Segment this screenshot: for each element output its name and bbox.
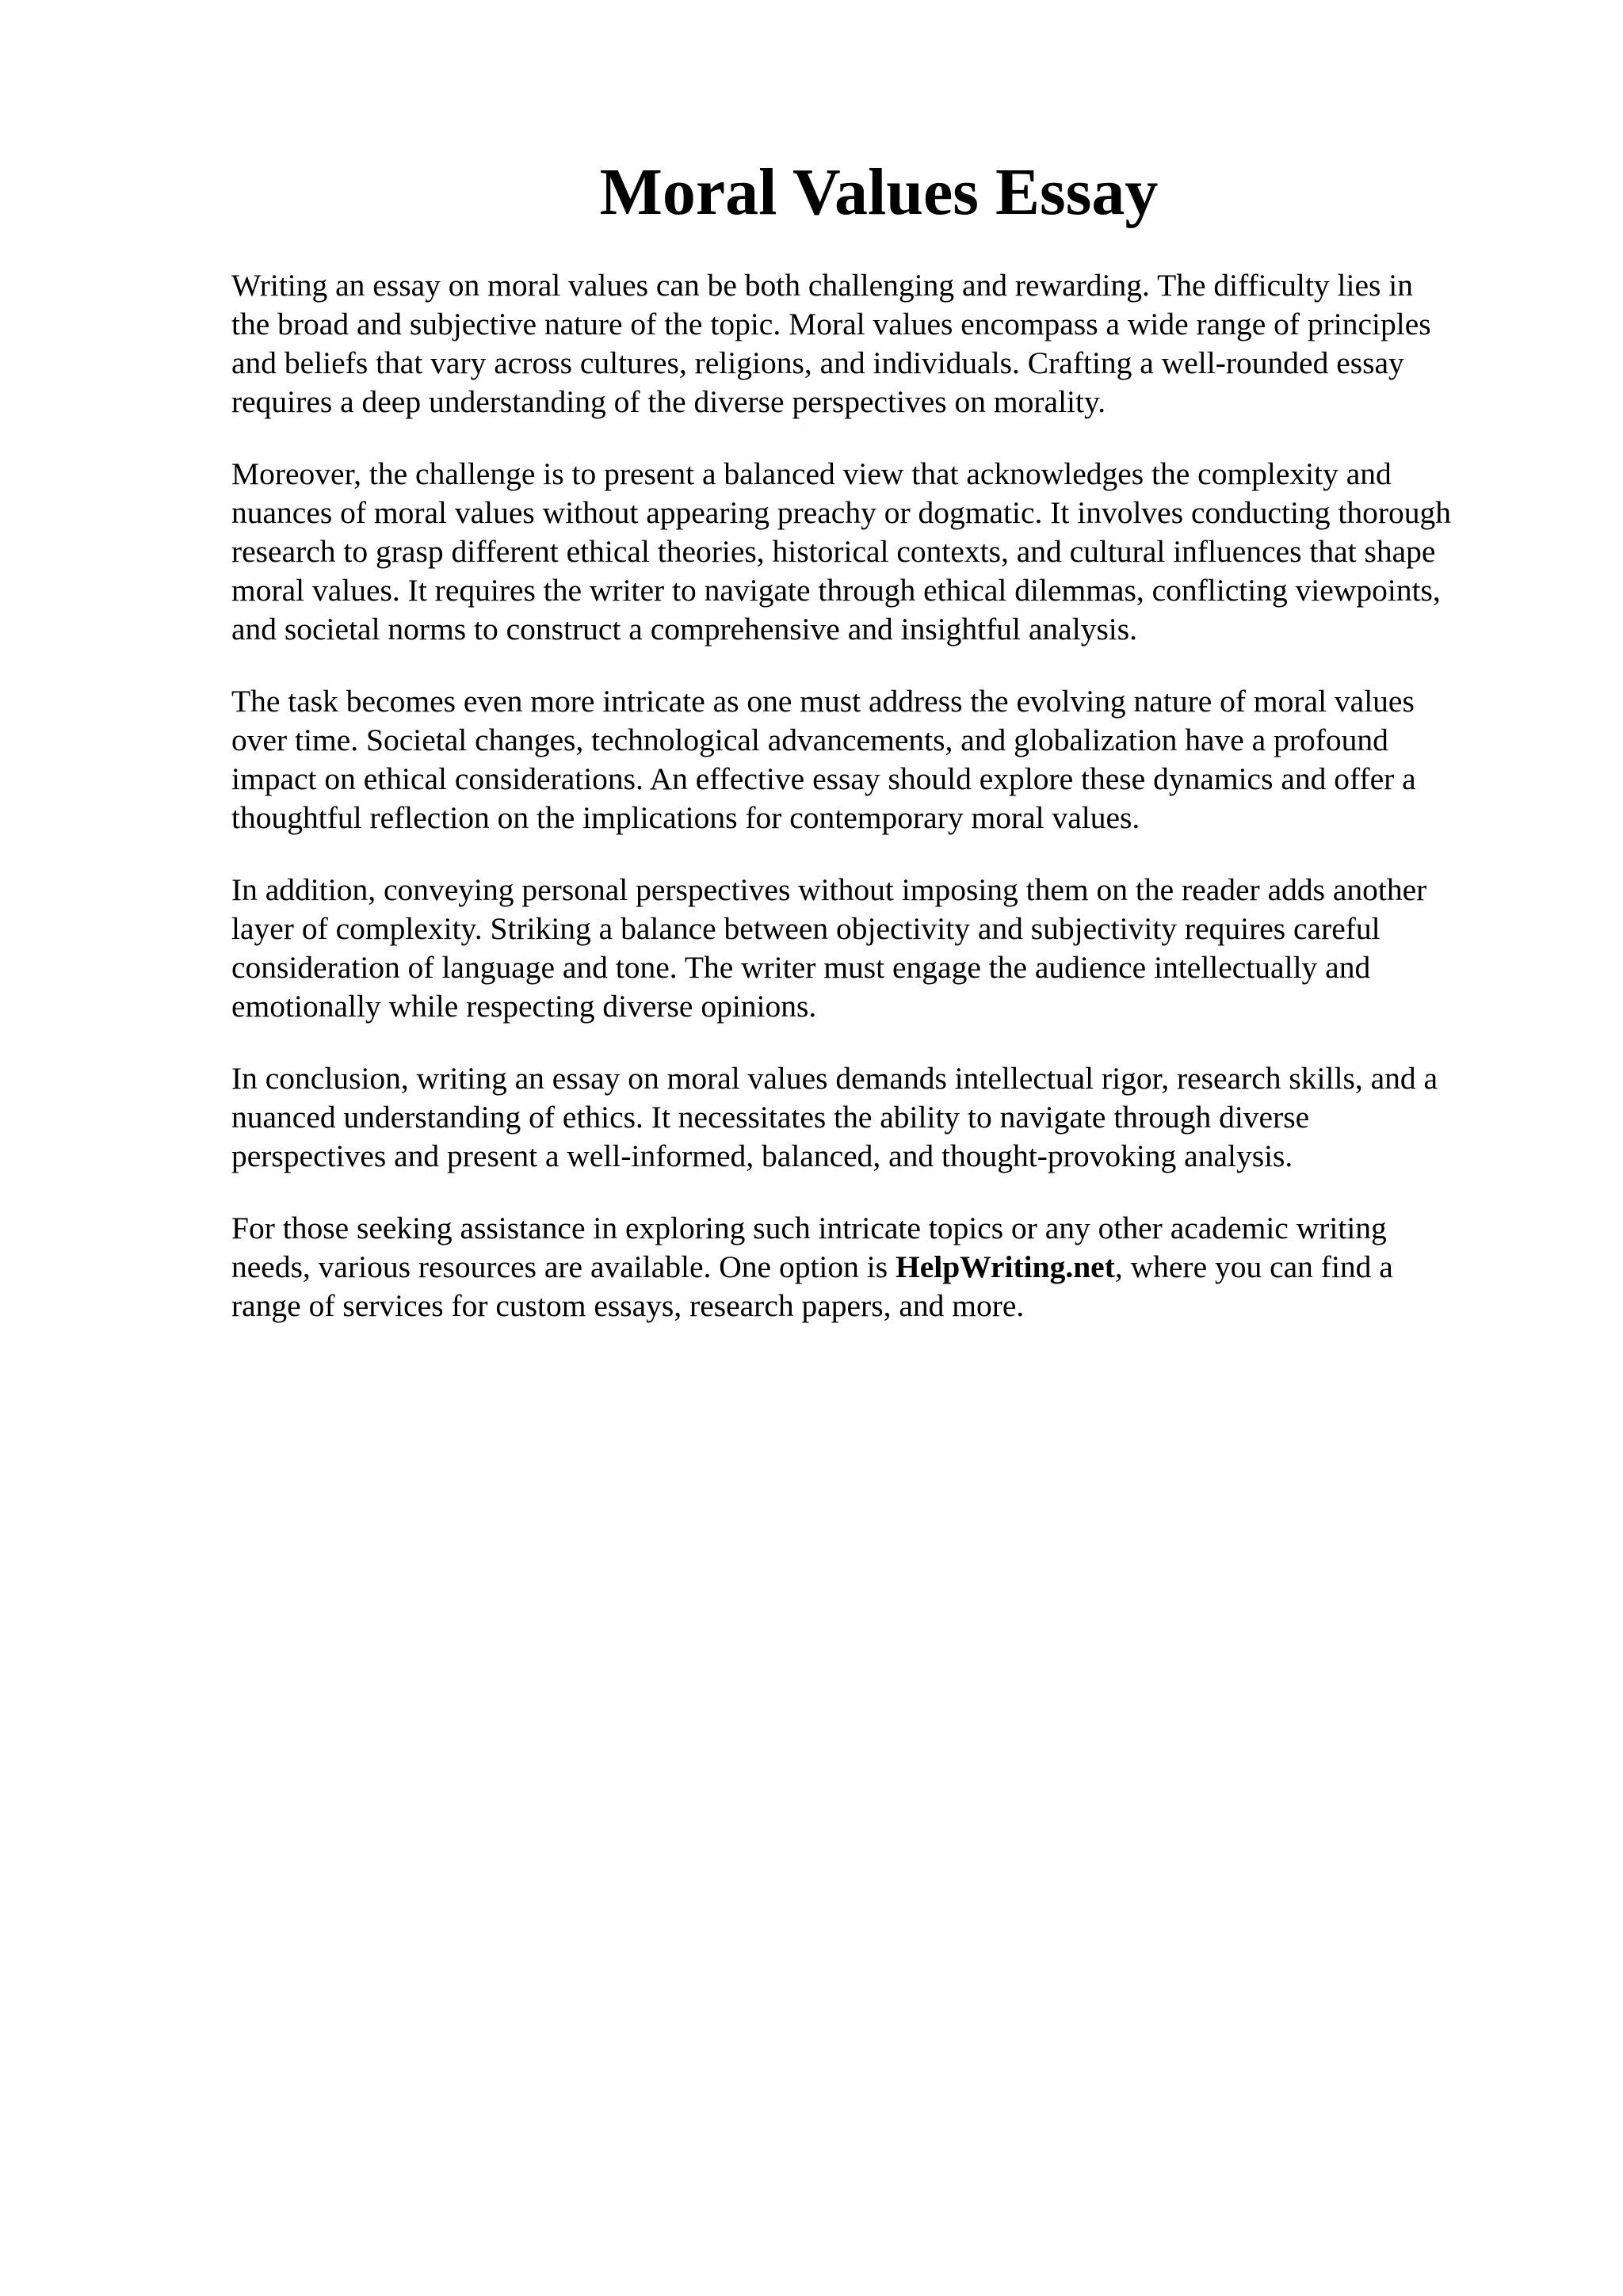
paragraph-line: Moreover, the challenge is to present a balanced view that acknowledges the complexity and: [231, 456, 1392, 491]
paragraph-line: In addition, conveying personal perspectives without imposing them on the reader adds another: [231, 872, 1427, 907]
paragraph-line: For those seeking assistance in exploring such intricate topics or any other academic writing: [231, 1211, 1387, 1245]
paragraph-line: thoughtful reflection on the implications for contemporary moral values.: [231, 800, 1140, 835]
paragraph-line: nuances of moral values without appearing preachy or dogmatic. It involves conducting thorough: [231, 495, 1451, 530]
paragraph-line: moral values. It requires the writer to navigate through ethical dilemmas, conflicting viewpoints,: [231, 573, 1441, 608]
paragraph-line: The task becomes even more intricate as one must address the evolving nature of moral values: [231, 684, 1415, 719]
paragraph-line: impact on ethical considerations. An effective essay should explore these dynamics and offer a: [231, 761, 1416, 796]
paragraph-line: consideration of language and tone. The writer must engage the audience intellectually and: [231, 950, 1371, 985]
closing-text-before: needs, various resources are available. One option is: [231, 1249, 896, 1284]
paragraph-line: [231, 1248, 1531, 1287]
paragraph-line: and beliefs that vary across cultures, religions, and individuals. Crafting a well-rounded essay: [231, 345, 1404, 380]
paragraph-line: layer of complexity. Striking a balance between objectivity and subjectivity requires careful: [231, 911, 1381, 946]
closing-text-after: , where you can find a: [1114, 1249, 1393, 1284]
document-title: Moral Values Essay: [599, 155, 1159, 229]
paragraph-line: emotionally while respecting diverse opinions.: [231, 989, 817, 1024]
paragraph-line: range of services for custom essays, research papers, and more.: [231, 1288, 1025, 1323]
paragraph-line: research to grasp different ethical theories, historical contexts, and cultural influences that shape: [231, 534, 1436, 569]
helpwriting-link[interactable]: HelpWriting.net: [896, 1249, 1115, 1284]
paragraph-intro: [231, 266, 1531, 421]
paragraph-line: Writing an essay on moral values can be both challenging and rewarding. The difficulty lies in: [231, 268, 1413, 303]
paragraph-line: requires a deep understanding of the diverse perspectives on morality.: [231, 384, 1106, 419]
paragraph-line: In conclusion, writing an essay on moral values demands intellectual rigor, research skills, and a: [231, 1061, 1438, 1096]
paragraph-line: and societal norms to construct a comprehensive and insightful analysis.: [231, 612, 1138, 646]
paragraph-line: perspectives and present a well-informed, balanced, and thought-provoking analysis.: [231, 1138, 1293, 1173]
paragraph-line: over time. Societal changes, technological advancements, and globalization have a profound: [231, 723, 1388, 757]
paragraph-perspectives: [231, 871, 1531, 1026]
paragraph-closing: [231, 1209, 1531, 1325]
paragraph-challenge: [231, 455, 1531, 649]
document-body: [231, 266, 1531, 1359]
paragraph-line: nuanced understanding of ethics. It necessitates the ability to navigate through diverse: [231, 1100, 1310, 1135]
paragraph-line: the broad and subjective nature of the topic. Moral values encompass a wide range of principles: [231, 307, 1431, 341]
paragraph-evolving: [231, 682, 1531, 837]
paragraph-conclusion: [231, 1059, 1531, 1176]
